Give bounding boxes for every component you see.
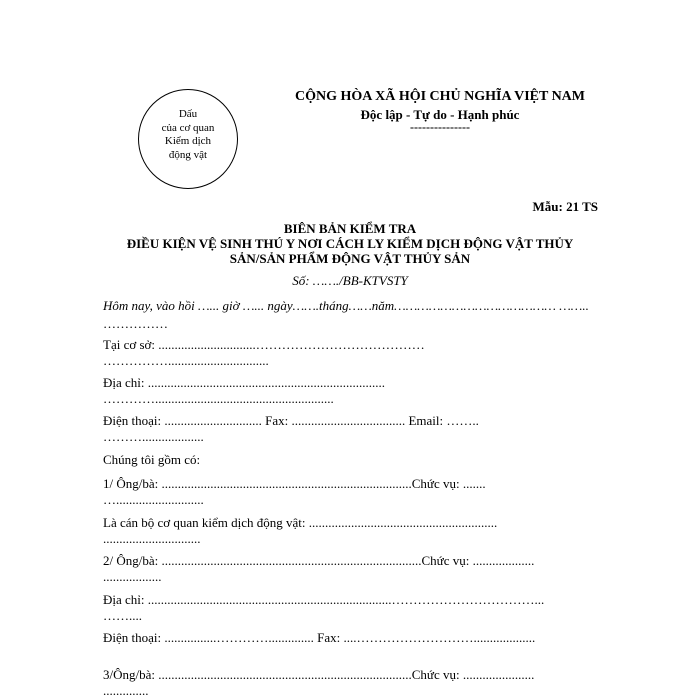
member-2-line: 2/ Ông/bà: ................................................................................Chức vụ: ...................: [103, 553, 535, 568]
facility-line: Tại cơ sở: ..............................…………………………………: [103, 337, 425, 352]
member-3-line: 3/Ông/bà: ..............................................................................Chức vụ: ......................: [103, 667, 535, 682]
member-3-line-cont: ..............: [103, 683, 149, 698]
members-heading: Chúng tôi gồm có:: [103, 452, 201, 467]
document-title-line3: SẢN/SẢN PHẨM ĐỘNG VẬT THỦY SẢN: [229, 251, 471, 266]
document-title: BIÊN BẢN KIỂM TRA: [283, 221, 417, 236]
member-2-line-cont: ..................: [103, 569, 162, 584]
officer-line: Là cán bộ cơ quan kiểm dịch động vật: ..........................................................: [103, 515, 498, 530]
member-2-contact-line: Điện thoại: ................………….............. Fax: ....………………………...................: [103, 630, 536, 645]
document-number: Số: ……./BB-KTVSTY: [292, 273, 408, 288]
contact-line: Điện thoại: .............................. Fax: ................................... Email: ……..: [103, 413, 479, 428]
form-code: Mẫu: 21 TS: [532, 199, 598, 214]
date-line: Hôm nay, vào hồi …... giờ …... ngày…….tháng……năm…………………………………… ……..: [103, 298, 589, 313]
stamp-line: Kiểm dịch: [164, 135, 212, 147]
national-motto: Độc lập - Tự do - Hạnh phúc: [360, 107, 520, 122]
member-1-line-cont: …...........................: [103, 492, 204, 507]
stamp-line: Dấu: [178, 108, 198, 120]
contact-line-cont: ………...................: [103, 429, 204, 444]
header-divider: ---------------: [410, 120, 470, 134]
stamp-line: của cơ quan: [161, 121, 215, 134]
country-name: CỘNG HÒA XÃ HỘI CHỦ NGHĨA VIỆT NAM: [294, 89, 585, 104]
member-2-address-line-cont: ……....: [103, 608, 142, 623]
stamp-line: động vật: [168, 148, 208, 161]
address-line-cont: ………….......................................................: [103, 391, 334, 406]
facility-line-cont: ……………...............................: [103, 353, 269, 368]
document-title-line2: ĐIỀU KIỆN VỆ SINH THÚ Y NƠI CÁCH LY KIỂM DỊCH ĐỘNG VẬT THỦY: [126, 236, 574, 251]
officer-line-cont: ..............................: [103, 531, 201, 546]
stamp-text: [139, 108, 237, 162]
member-2-address-line: Địa chỉ: ...........................................................................……………………………...: [103, 592, 545, 607]
stamp-placeholder: [138, 89, 238, 189]
date-line-cont: ……………: [103, 316, 168, 331]
address-line: Địa chỉ: .........................................................................: [103, 375, 386, 390]
member-1-line: 1/ Ông/bà: .............................................................................Chức vụ: .......: [103, 476, 486, 491]
